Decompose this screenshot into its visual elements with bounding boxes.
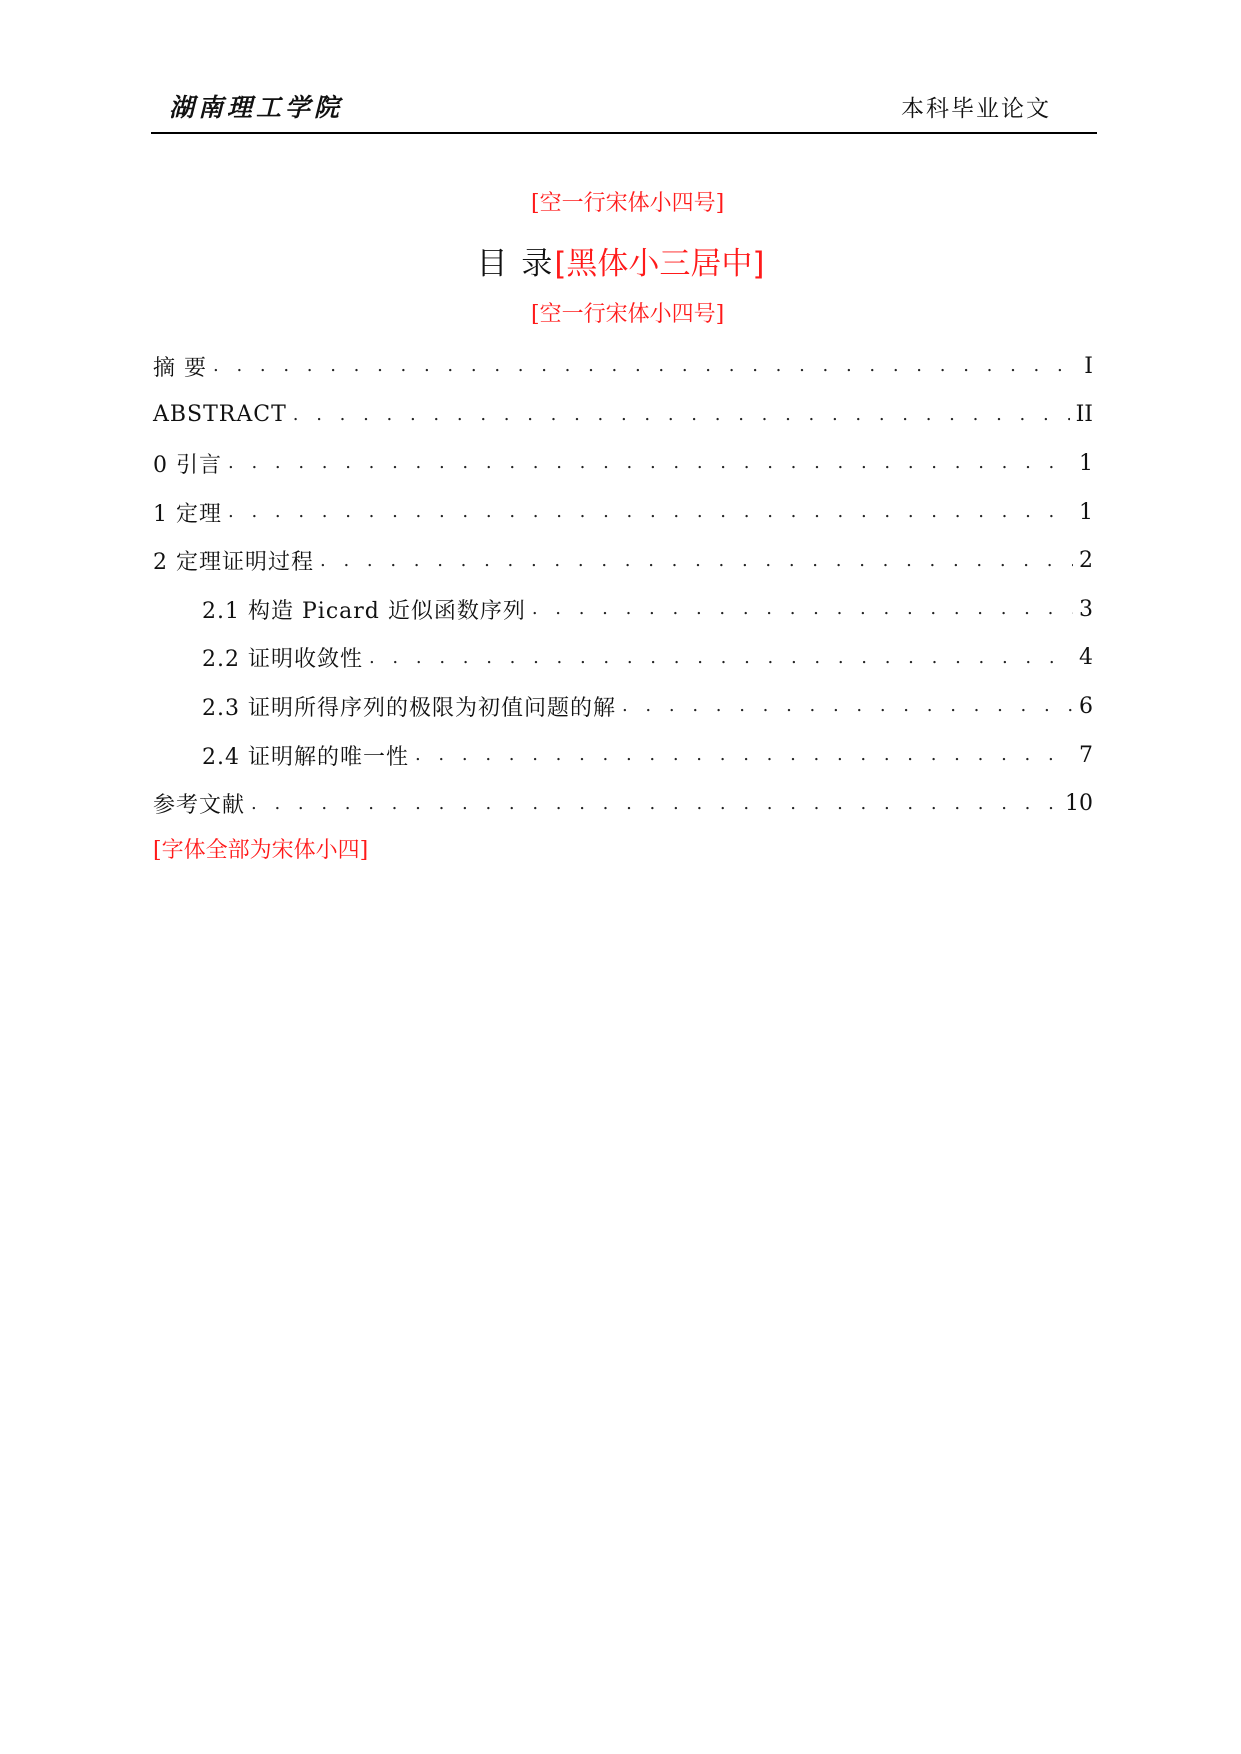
- toc-entry-label: 2.4 证明解的唯一性: [202, 744, 409, 770]
- blank-line-note-top: [空一行宋体小四号]: [531, 191, 725, 216]
- school-name: 湖南理工学院: [169, 93, 344, 122]
- toc-entry-page: 7: [1079, 742, 1093, 768]
- page-header: [151, 86, 1097, 134]
- font-format-note: [字体全部为宋体小四]: [153, 838, 369, 863]
- toc-entry-page: 1: [1079, 450, 1093, 476]
- toc-entry-uniqueness[interactable]: [153, 731, 1093, 780]
- toc-entry-label: 2.3 证明所得序列的极限为初值问题的解: [202, 695, 616, 721]
- toc-entry-picard-sequence[interactable]: [153, 585, 1093, 634]
- toc-leader-dots: [369, 647, 1073, 669]
- toc-leader-dots: [228, 452, 1073, 474]
- toc-entry-page: 1: [1079, 499, 1093, 525]
- toc-entry-label: 摘 要: [153, 355, 207, 381]
- toc-entry-label: 0 引言: [153, 452, 222, 478]
- toc-entry-page: I: [1084, 353, 1093, 379]
- toc-title: [0, 238, 1241, 283]
- toc-leader-dots: [320, 550, 1073, 572]
- toc-entry-page: 2: [1079, 548, 1093, 574]
- toc-entry-label: 参考文献: [153, 793, 246, 819]
- toc-entry-label: 2.1 构造 Picard 近似函数序列: [202, 598, 526, 624]
- toc-entry-page: 3: [1079, 596, 1093, 622]
- toc-leader-dots: [622, 695, 1073, 717]
- toc-entry-theorem[interactable]: [153, 488, 1093, 537]
- toc-entry-introduction[interactable]: [153, 439, 1093, 488]
- toc-entry-page: II: [1075, 402, 1093, 428]
- toc-title-format-note: [黑体小三居中]: [554, 246, 765, 282]
- toc-entry-page: 4: [1079, 645, 1093, 671]
- toc-entry-label: 2.2 证明收敛性: [202, 647, 363, 673]
- document-type: 本科毕业论文: [901, 96, 1051, 122]
- table-of-contents: [153, 342, 1093, 828]
- blank-line-note-bottom: [空一行宋体小四号]: [531, 302, 725, 327]
- toc-entry-page: 10: [1065, 791, 1093, 817]
- toc-entry-label: 2 定理证明过程: [153, 550, 314, 576]
- toc-leader-dots: [213, 355, 1078, 377]
- toc-leader-dots: [228, 501, 1073, 523]
- toc-leader-dots: [532, 598, 1073, 620]
- toc-entry-limit-solution[interactable]: [153, 682, 1093, 731]
- toc-entry-abstract-cn[interactable]: [153, 342, 1093, 391]
- toc-title-text: 目 录: [476, 246, 555, 282]
- toc-entry-label: 1 定理: [153, 501, 222, 527]
- toc-entry-proof-process[interactable]: [153, 536, 1093, 585]
- toc-entry-references[interactable]: [153, 779, 1093, 828]
- toc-leader-dots: [415, 744, 1073, 766]
- toc-leader-dots: [293, 404, 1070, 426]
- toc-entry-page: 6: [1079, 693, 1093, 719]
- toc-leader-dots: [251, 793, 1059, 815]
- toc-entry-label: ABSTRACT: [153, 402, 287, 428]
- toc-entry-abstract-en[interactable]: [153, 391, 1093, 440]
- toc-entry-convergence[interactable]: [153, 634, 1093, 683]
